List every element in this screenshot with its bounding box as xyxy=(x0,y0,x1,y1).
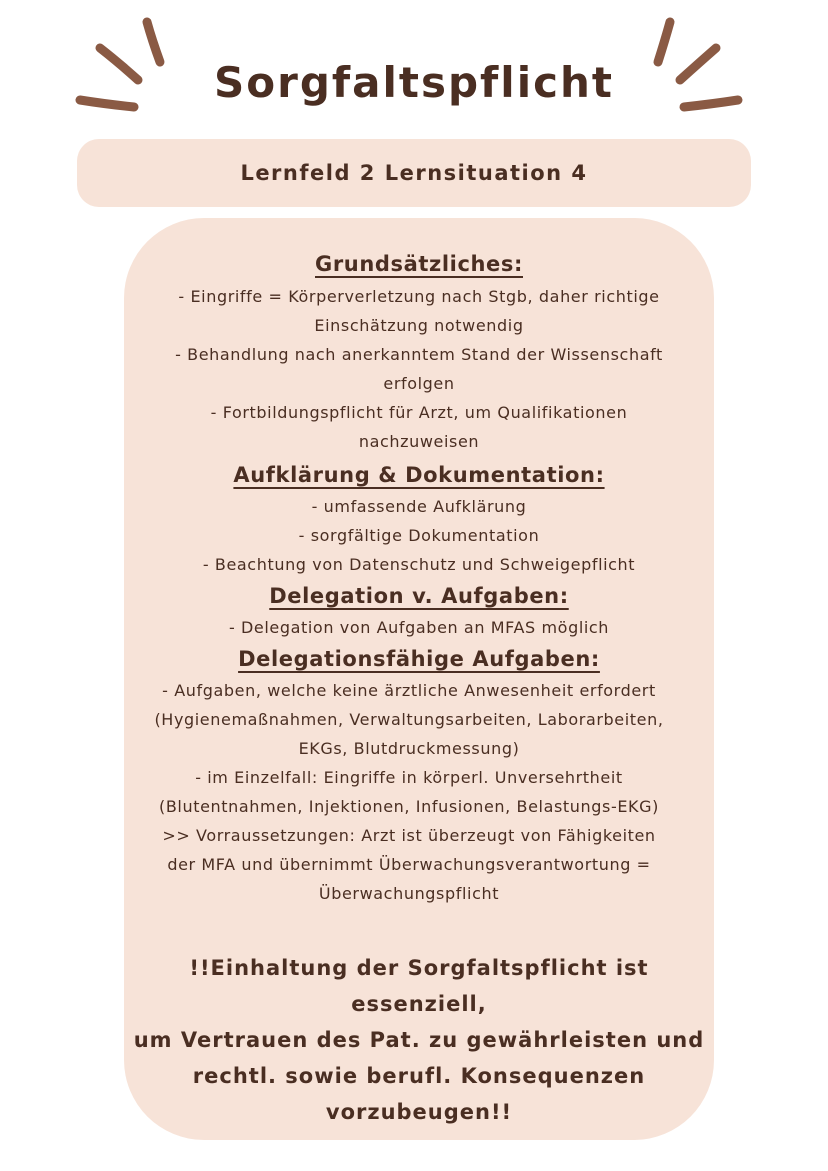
content-body xyxy=(124,246,714,908)
text-line: nachzuweisen xyxy=(358,432,480,451)
text-line: - Behandlung nach anerkanntem Stand der Wissenschaft xyxy=(175,345,663,364)
text-line: - Aufgaben, welche keine ärztliche Anwesenheit erfordert xyxy=(162,681,656,700)
closing-line: vorzubeugen!! xyxy=(325,1100,513,1124)
section-body xyxy=(124,492,714,579)
section-body xyxy=(124,613,714,642)
text-line: (Blutentnahmen, Injektionen, Infusionen, Belastungs-EKG) xyxy=(159,797,659,816)
text-line: - umfassende Aufklärung xyxy=(311,497,527,516)
text-line: Einschätzung notwendig xyxy=(314,316,524,335)
text-line: erfolgen xyxy=(383,374,455,393)
text-line: (Hygienemaßnahmen, Verwaltungsarbeiten, Laborarbeiten, xyxy=(154,710,664,729)
text-line: - im Einzelfall: Eingriffe in körperl. Unversehrtheit xyxy=(195,768,623,787)
closing-line: rechtl. sowie berufl. Konsequenzen xyxy=(192,1064,646,1088)
closing-line: !!Einhaltung der Sorgfaltspflicht ist essenziell, xyxy=(189,956,649,1016)
section-grundsaetzliches xyxy=(124,246,714,456)
section-delegationsfaehige-aufgaben xyxy=(124,642,714,908)
section-heading: Aufklärung & Dokumentation: xyxy=(233,463,605,487)
closing-statement xyxy=(124,950,714,1130)
section-body xyxy=(139,282,699,456)
subtitle: Lernfeld 2 Lernsituation 4 xyxy=(240,161,588,185)
text-line: - Eingriffe = Körperverletzung nach Stgb, daher richtige xyxy=(178,287,660,306)
text-line: der MFA und übernimmt Überwachungsverantwortung = xyxy=(167,855,651,874)
section-delegation xyxy=(124,579,714,642)
section-aufklaerung xyxy=(124,458,714,579)
text-line: - Fortbildungspflicht für Arzt, um Qualifikationen xyxy=(210,403,628,422)
section-heading: Delegationsfähige Aufgaben: xyxy=(238,647,600,671)
text-line: >> Vorraussetzungen: Arzt ist überzeugt von Fähigkeiten xyxy=(162,826,656,845)
subtitle-banner xyxy=(77,139,751,207)
text-line: EKGs, Blutdruckmessung) xyxy=(298,739,520,758)
section-heading: Grundsätzliches: xyxy=(315,252,523,276)
text-line: Überwachungspflicht xyxy=(318,884,500,903)
page-title: Sorgfaltspflicht xyxy=(214,58,614,107)
section-body xyxy=(114,676,704,908)
section-heading: Delegation v. Aufgaben: xyxy=(269,584,569,608)
text-line: - sorgfältige Dokumentation xyxy=(298,526,540,545)
closing-line: um Vertrauen des Pat. zu gewährleisten und xyxy=(133,1028,705,1052)
text-line: - Beachtung von Datenschutz und Schweigepflicht xyxy=(202,555,636,574)
text-line: - Delegation von Aufgaben an MFAS möglich xyxy=(228,618,610,637)
